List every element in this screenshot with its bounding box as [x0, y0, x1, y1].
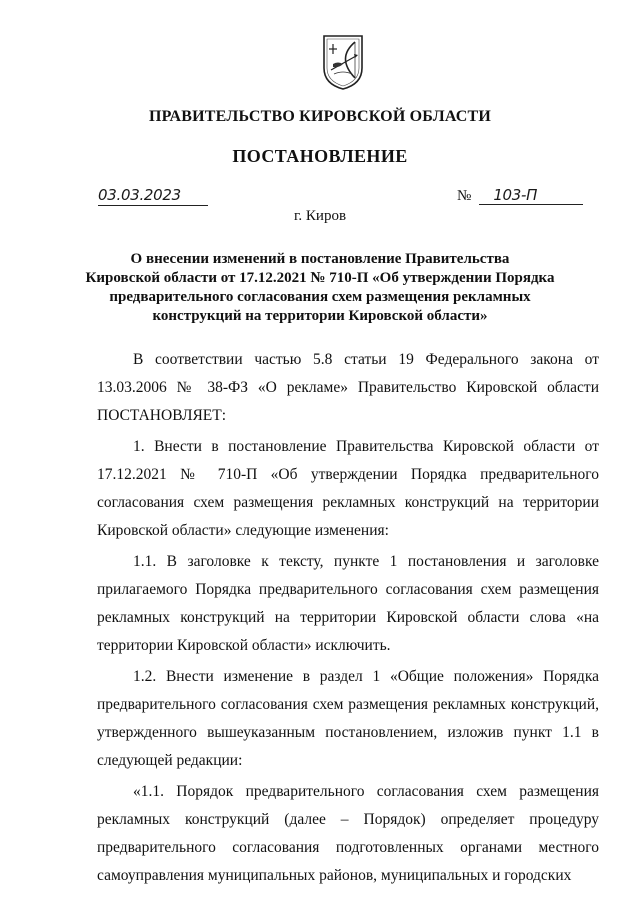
document-number: 103-П: [479, 186, 583, 205]
city: г. Киров: [293, 208, 347, 224]
document-title: [80, 250, 560, 326]
paragraph-quote-1-1: «1.1. Порядок предварительного согласования схем размещения рекламных конструкций (далее – Порядок) определяет процедуру предварительного согласования подготовленных органами местного самоуправления муниципальных районов, муниципальных и городских: [97, 783, 599, 884]
document-date: 03.03.2023: [98, 186, 208, 206]
title-line: конструкций на территории Кировской области»: [152, 308, 488, 324]
paragraph-preamble: В соответствии частью 5.8 статьи 19 Федерального закона от 13.03.2006 № 38-ФЗ «О рекламе» Правительство Кировской области ПОСТАНОВЛЯЕТ:: [97, 351, 599, 424]
government-name: ПРАВИТЕЛЬСТВО КИРОВСКОЙ ОБЛАСТИ: [148, 108, 492, 125]
paragraph-item-1-2: 1.2. Внести изменение в раздел 1 «Общие положения» Порядка предварительного согласования схем размещения рекламных конструкций, утвержденного вышеуказанным постановлением, изложив пункт 1.1 в следующей редакции:: [97, 668, 599, 769]
title-line: Кировской области от 17.12.2021 № 710-П «Об утверждении Порядка: [85, 270, 555, 286]
title-line: предварительного согласования схем размещения рекламных: [109, 289, 531, 305]
title-line: О внесении изменений в постановление Правительства: [130, 251, 510, 267]
paragraph-item-1-1: 1.1. В заголовке к тексту, пункте 1 постановления и заголовке прилагаемого Порядка предварительного согласования схем размещения рекламных конструкций на территории Кировской области слова «на территории Кировской области» исключить.: [97, 553, 599, 654]
document-number-block: [457, 186, 583, 205]
paragraph-item-1: 1. Внести в постановление Правительства Кировской области от 17.12.2021 № 710-П «Об утверждении Порядка предварительного согласования схем размещения рекламных конструкций на территории Кировской области» следующие изменения:: [97, 438, 599, 539]
kirov-coat-of-arms-icon: [322, 34, 364, 90]
document-body: [97, 346, 599, 890]
number-sign: №: [457, 188, 472, 204]
document-type: ПОСТАНОВЛЕНИЕ: [232, 146, 408, 166]
